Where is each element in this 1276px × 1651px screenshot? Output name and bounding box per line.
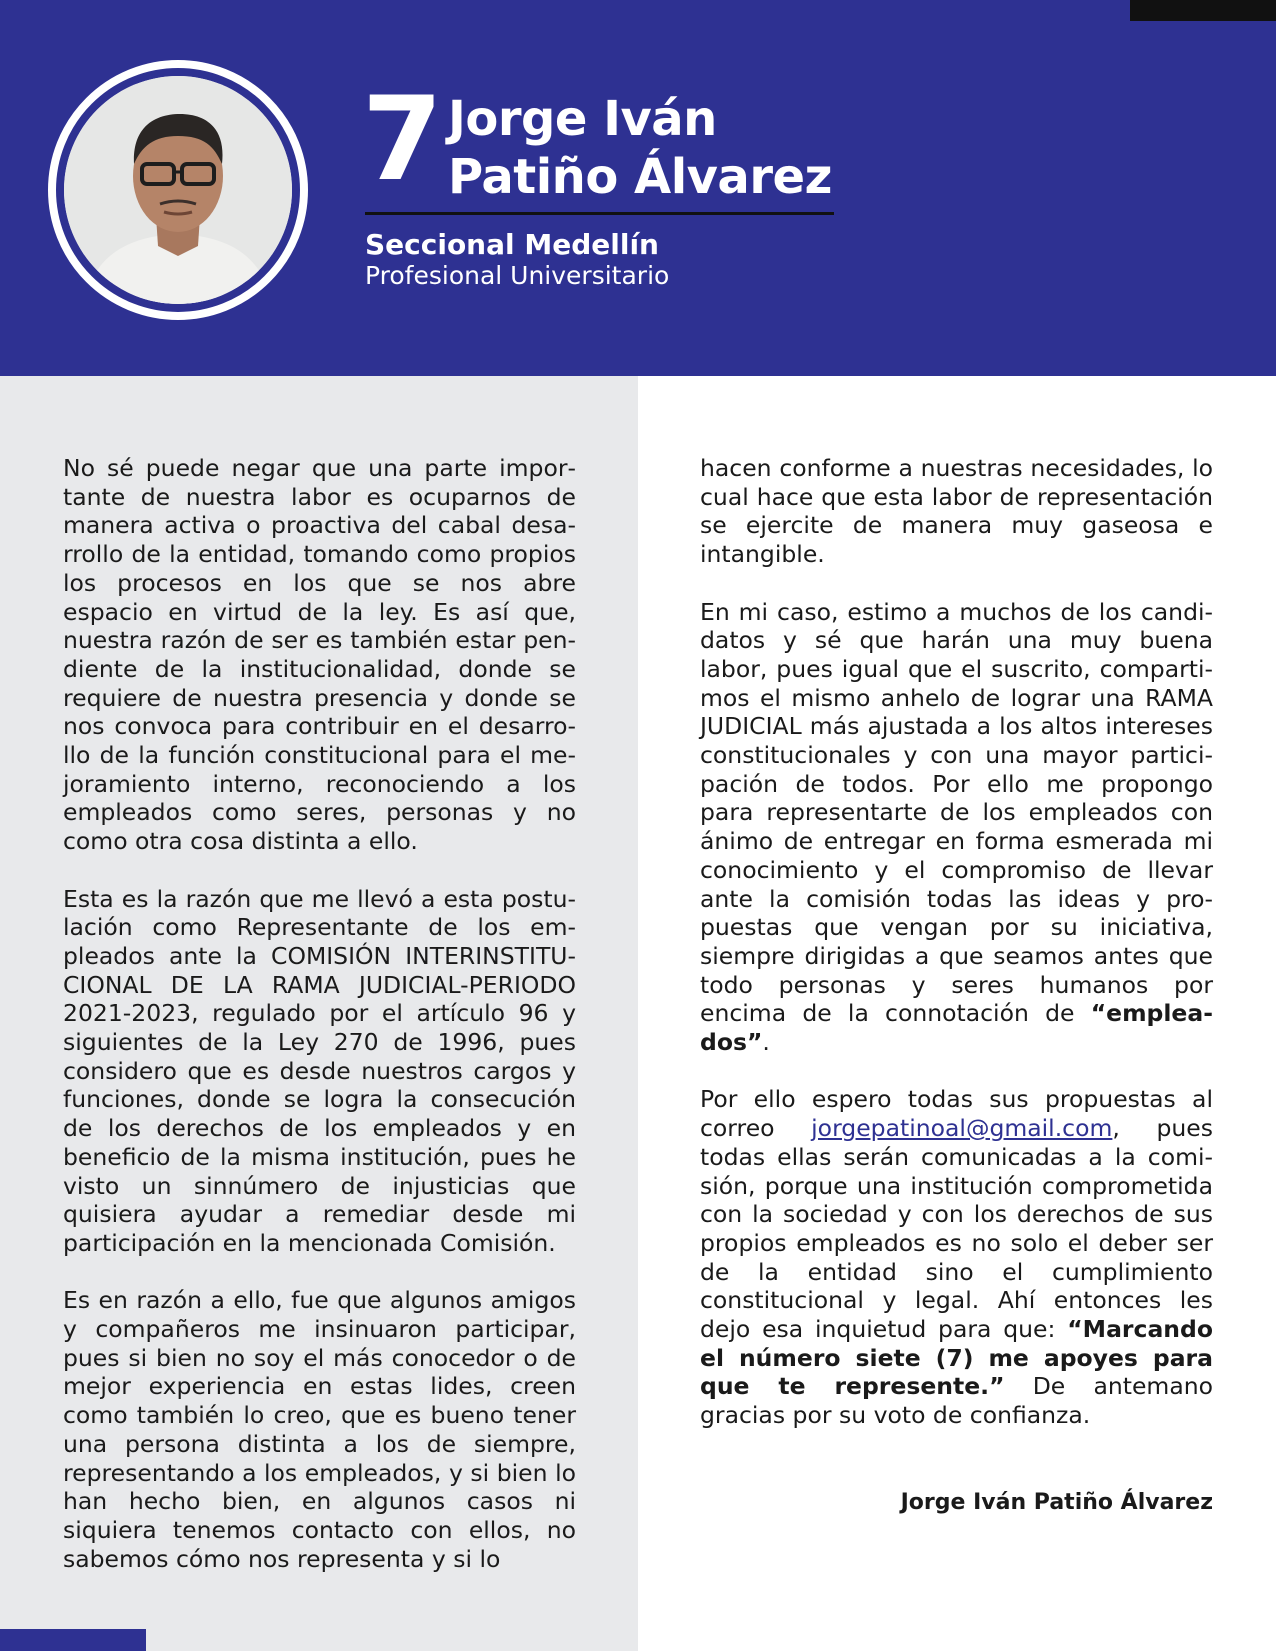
candidate-photo — [64, 76, 292, 304]
title-divider — [365, 212, 834, 215]
corner-decoration — [1130, 0, 1276, 21]
paragraph — [700, 1085, 1213, 1429]
paragraph-end: De antemano gracias por su voto de confianza. — [700, 1372, 1213, 1430]
seccional-label: Seccional Medellín — [365, 228, 659, 261]
call-to-action-text: “Marcando el número siete (7) me apoyes para que te represente.” — [700, 1315, 1213, 1401]
candidate-photo-frame — [48, 60, 308, 320]
paragraph-text: , pues todas ellas serán comunicadas a la comisión, porque una institución comprometida con la sociedad y con los derechos de sus propios empleados es no solo el deber ser de la entidad sino el cumplimiento constitucional y legal. Ahí entonces les dejo esa inquietud para que: — [700, 1114, 1213, 1344]
bottom-corner-decoration — [0, 1629, 146, 1651]
candidate-name-line-1: Jorge Iván — [448, 91, 717, 147]
paragraph: hacen conforme a nuestras necesidades, lo cual hace que esta labor de representación se ejercite de manera muy gaseosa e intangible. — [700, 454, 1213, 569]
paragraph: Esta es la razón que me llevó a esta postulación como Representante de los empleados ante la COMISIÓN INTERINSTITUCIONAL DE LA RAMA JUDICIAL-PERIODO 2021-2023, regulado por el artículo 96 y siguientes de la Ley 270 de 1996, pues considero que es desde nuestros cargos y funciones, donde se logra la consecución de los derechos de los empleados y en beneficio de la misma institución, pues he visto un sinnúmero de injusticias que quisiera ayudar a remediar desde mi participación en la mencionada Comisión. — [63, 884, 576, 1257]
right-text-column — [700, 454, 1213, 1459]
candidate-name-line-2: Patiño Álvarez — [448, 149, 832, 205]
job-title: Profesional Universitario — [365, 261, 670, 290]
paragraph: Es en razón a ello, fue que algunos amigos y compañeros me insinuaron participar, pues si bien no soy el más conocedor o de mejor experiencia en estas lides, creen como también lo creo, que es bueno tener una persona distinta a los de siempre, representando a los empleados, y si bien lo han hecho bien, en algunos casos ni siquiera tenemos contacto con ellos, no sabemos cómo nos representa y si lo — [63, 1286, 576, 1573]
candidate-portrait-image — [64, 76, 292, 304]
candidate-number: 7 — [362, 72, 439, 207]
emphasis-text: “empleados” — [700, 999, 1213, 1057]
paragraph-text: En mi caso, estimo a muchos de los candidatos y sé que harán una muy buena labor, pues igual que el suscrito, compartimos el mismo anhelo de lograr una RAMA JUDICIAL más ajustada a los altos intereses constitucionales y con una mayor participación de todos. Por ello me propongo para representarte de los empleados con ánimo de entregar en forma esmerada mi conocimiento y el compromiso de llevar ante la comisión todas las ideas y propuestas que vengan por su iniciativa, siempre dirigidas a que seamos antes que todo personas y seres humanos por encima de la connotación de — [700, 597, 1213, 1028]
paragraph-text: Por ello espero todas sus propuestas al correo — [700, 1085, 1213, 1143]
paragraph — [700, 598, 1213, 1057]
left-text-column — [63, 454, 576, 1602]
paragraph: No sé puede negar que una parte importante de nuestra labor es ocuparnos de manera activa o proactiva del cabal desarrollo de la entidad, tomando como propios los procesos en los que se nos abre espacio en virtud de la ley. Es así que, nuestra razón de ser es también estar pendiente de la institucionalidad, donde se requiere de nuestra presencia y donde se nos convoca para contribuir en el desarrollo de la función constitucional para el mejoramiento interno, reconociendo a los empleados como seres, personas y no como otra cosa distinta a ello. — [63, 454, 576, 856]
email-link[interactable]: jorgepatinoal@gmail.com — [811, 1114, 1113, 1143]
paragraph-end: . — [762, 1028, 770, 1057]
signature: Jorge Iván Patiño Álvarez — [900, 1490, 1213, 1515]
